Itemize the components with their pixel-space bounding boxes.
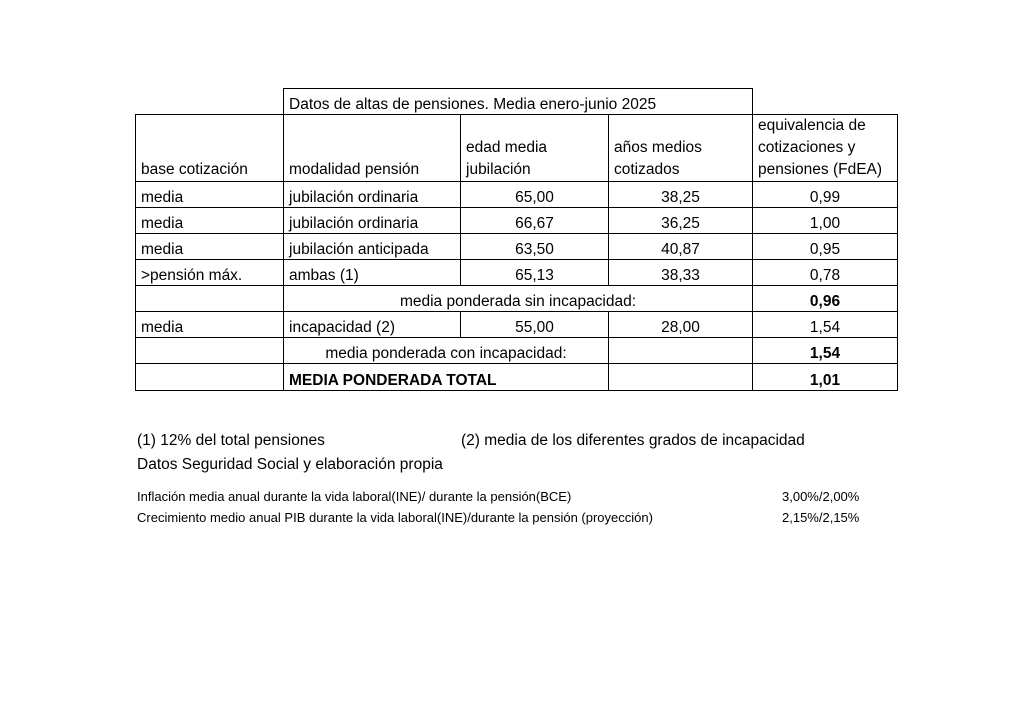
pension-data-sheet xyxy=(135,88,897,391)
subtotal-sin-label: media ponderada sin incapacidad: xyxy=(284,286,753,312)
table-row-incapacidad xyxy=(136,312,898,338)
cell-anios-cotizados: 38,33 xyxy=(609,260,753,286)
header-edad-media-line2: jubilación xyxy=(466,161,531,178)
cell-anios-cotizados: 36,25 xyxy=(609,208,753,234)
total-label: MEDIA PONDERADA TOTAL xyxy=(284,364,609,391)
table-header-row xyxy=(136,115,898,182)
assumption-gdp-growth-value: 2,15%/2,15% xyxy=(782,510,860,525)
total-row xyxy=(136,364,898,391)
header-anios-medios-cotizados xyxy=(609,115,753,182)
title-row-spacer-left xyxy=(136,89,284,115)
cell-base-cotizacion: media xyxy=(136,312,284,338)
header-anios-line1: años medios xyxy=(614,139,702,156)
footnote-2: (2) media de los diferentes grados de incapacidad xyxy=(461,432,805,449)
cell-base-cotizacion: media xyxy=(136,208,284,234)
total-fdea: 1,01 xyxy=(753,364,898,391)
total-empty-anios xyxy=(609,364,753,391)
cell-fdea: 0,78 xyxy=(753,260,898,286)
subtotal-con-empty-anios xyxy=(609,338,753,364)
table-row xyxy=(136,208,898,234)
header-fdea-line3: pensiones (FdEA) xyxy=(758,161,883,178)
header-fdea-line1: equivalencia de xyxy=(758,117,866,134)
subtotal-con-spacer xyxy=(136,338,284,364)
cell-fdea: 1,54 xyxy=(753,312,898,338)
total-spacer xyxy=(136,364,284,391)
cell-modalidad-pension: jubilación ordinaria xyxy=(284,182,461,208)
table-row xyxy=(136,234,898,260)
cell-modalidad-pension: incapacidad (2) xyxy=(284,312,461,338)
subtotal-con-fdea: 1,54 xyxy=(753,338,898,364)
cell-anios-cotizados: 28,00 xyxy=(609,312,753,338)
cell-fdea: 0,95 xyxy=(753,234,898,260)
table-row xyxy=(136,182,898,208)
cell-fdea: 0,99 xyxy=(753,182,898,208)
cell-base-cotizacion: media xyxy=(136,234,284,260)
cell-edad-media: 65,13 xyxy=(461,260,609,286)
title-row-spacer-right xyxy=(753,89,898,115)
cell-anios-cotizados: 40,87 xyxy=(609,234,753,260)
subtotal-sin-spacer xyxy=(136,286,284,312)
cell-edad-media: 66,67 xyxy=(461,208,609,234)
header-edad-media-jubilacion xyxy=(461,115,609,182)
cell-edad-media: 55,00 xyxy=(461,312,609,338)
pension-table xyxy=(135,88,898,391)
assumption-gdp-growth-label: Crecimiento medio anual PIB durante la vida laboral(INE)/durante la pensión (proyección) xyxy=(137,510,653,525)
cell-modalidad-pension: jubilación anticipada xyxy=(284,234,461,260)
header-edad-media-line1: edad media xyxy=(466,139,548,156)
footnote-source: Datos Seguridad Social y elaboración propia xyxy=(137,456,443,473)
table-row xyxy=(136,260,898,286)
assumption-inflation-label: Inflación media anual durante la vida laboral(INE)/ durante la pensión(BCE) xyxy=(137,489,572,504)
header-equivalencia-fdea xyxy=(753,115,898,182)
cell-edad-media: 63,50 xyxy=(461,234,609,260)
header-base-cotizacion: base cotización xyxy=(136,115,284,182)
cell-anios-cotizados: 38,25 xyxy=(609,182,753,208)
cell-modalidad-pension: jubilación ordinaria xyxy=(284,208,461,234)
cell-base-cotizacion: >pensión máx. xyxy=(136,260,284,286)
subtotal-con-label: media ponderada con incapacidad: xyxy=(284,338,609,364)
sheet-title: Datos de altas de pensiones. Media enero-junio 2025 xyxy=(284,89,753,115)
subtotal-row-con-incapacidad xyxy=(136,338,898,364)
subtotal-sin-fdea: 0,96 xyxy=(753,286,898,312)
header-modalidad-pension: modalidad pensión xyxy=(284,115,461,182)
cell-modalidad-pension: ambas (1) xyxy=(284,260,461,286)
header-anios-line2: cotizados xyxy=(614,161,680,178)
header-fdea-line2: cotizaciones y xyxy=(758,139,856,156)
cell-base-cotizacion: media xyxy=(136,182,284,208)
cell-edad-media: 65,00 xyxy=(461,182,609,208)
assumption-inflation-value: 3,00%/2,00% xyxy=(782,489,860,504)
footnote-1: (1) 12% del total pensiones xyxy=(137,432,325,449)
cell-fdea: 1,00 xyxy=(753,208,898,234)
subtotal-row-sin-incapacidad xyxy=(136,286,898,312)
table-title-row xyxy=(136,89,898,115)
